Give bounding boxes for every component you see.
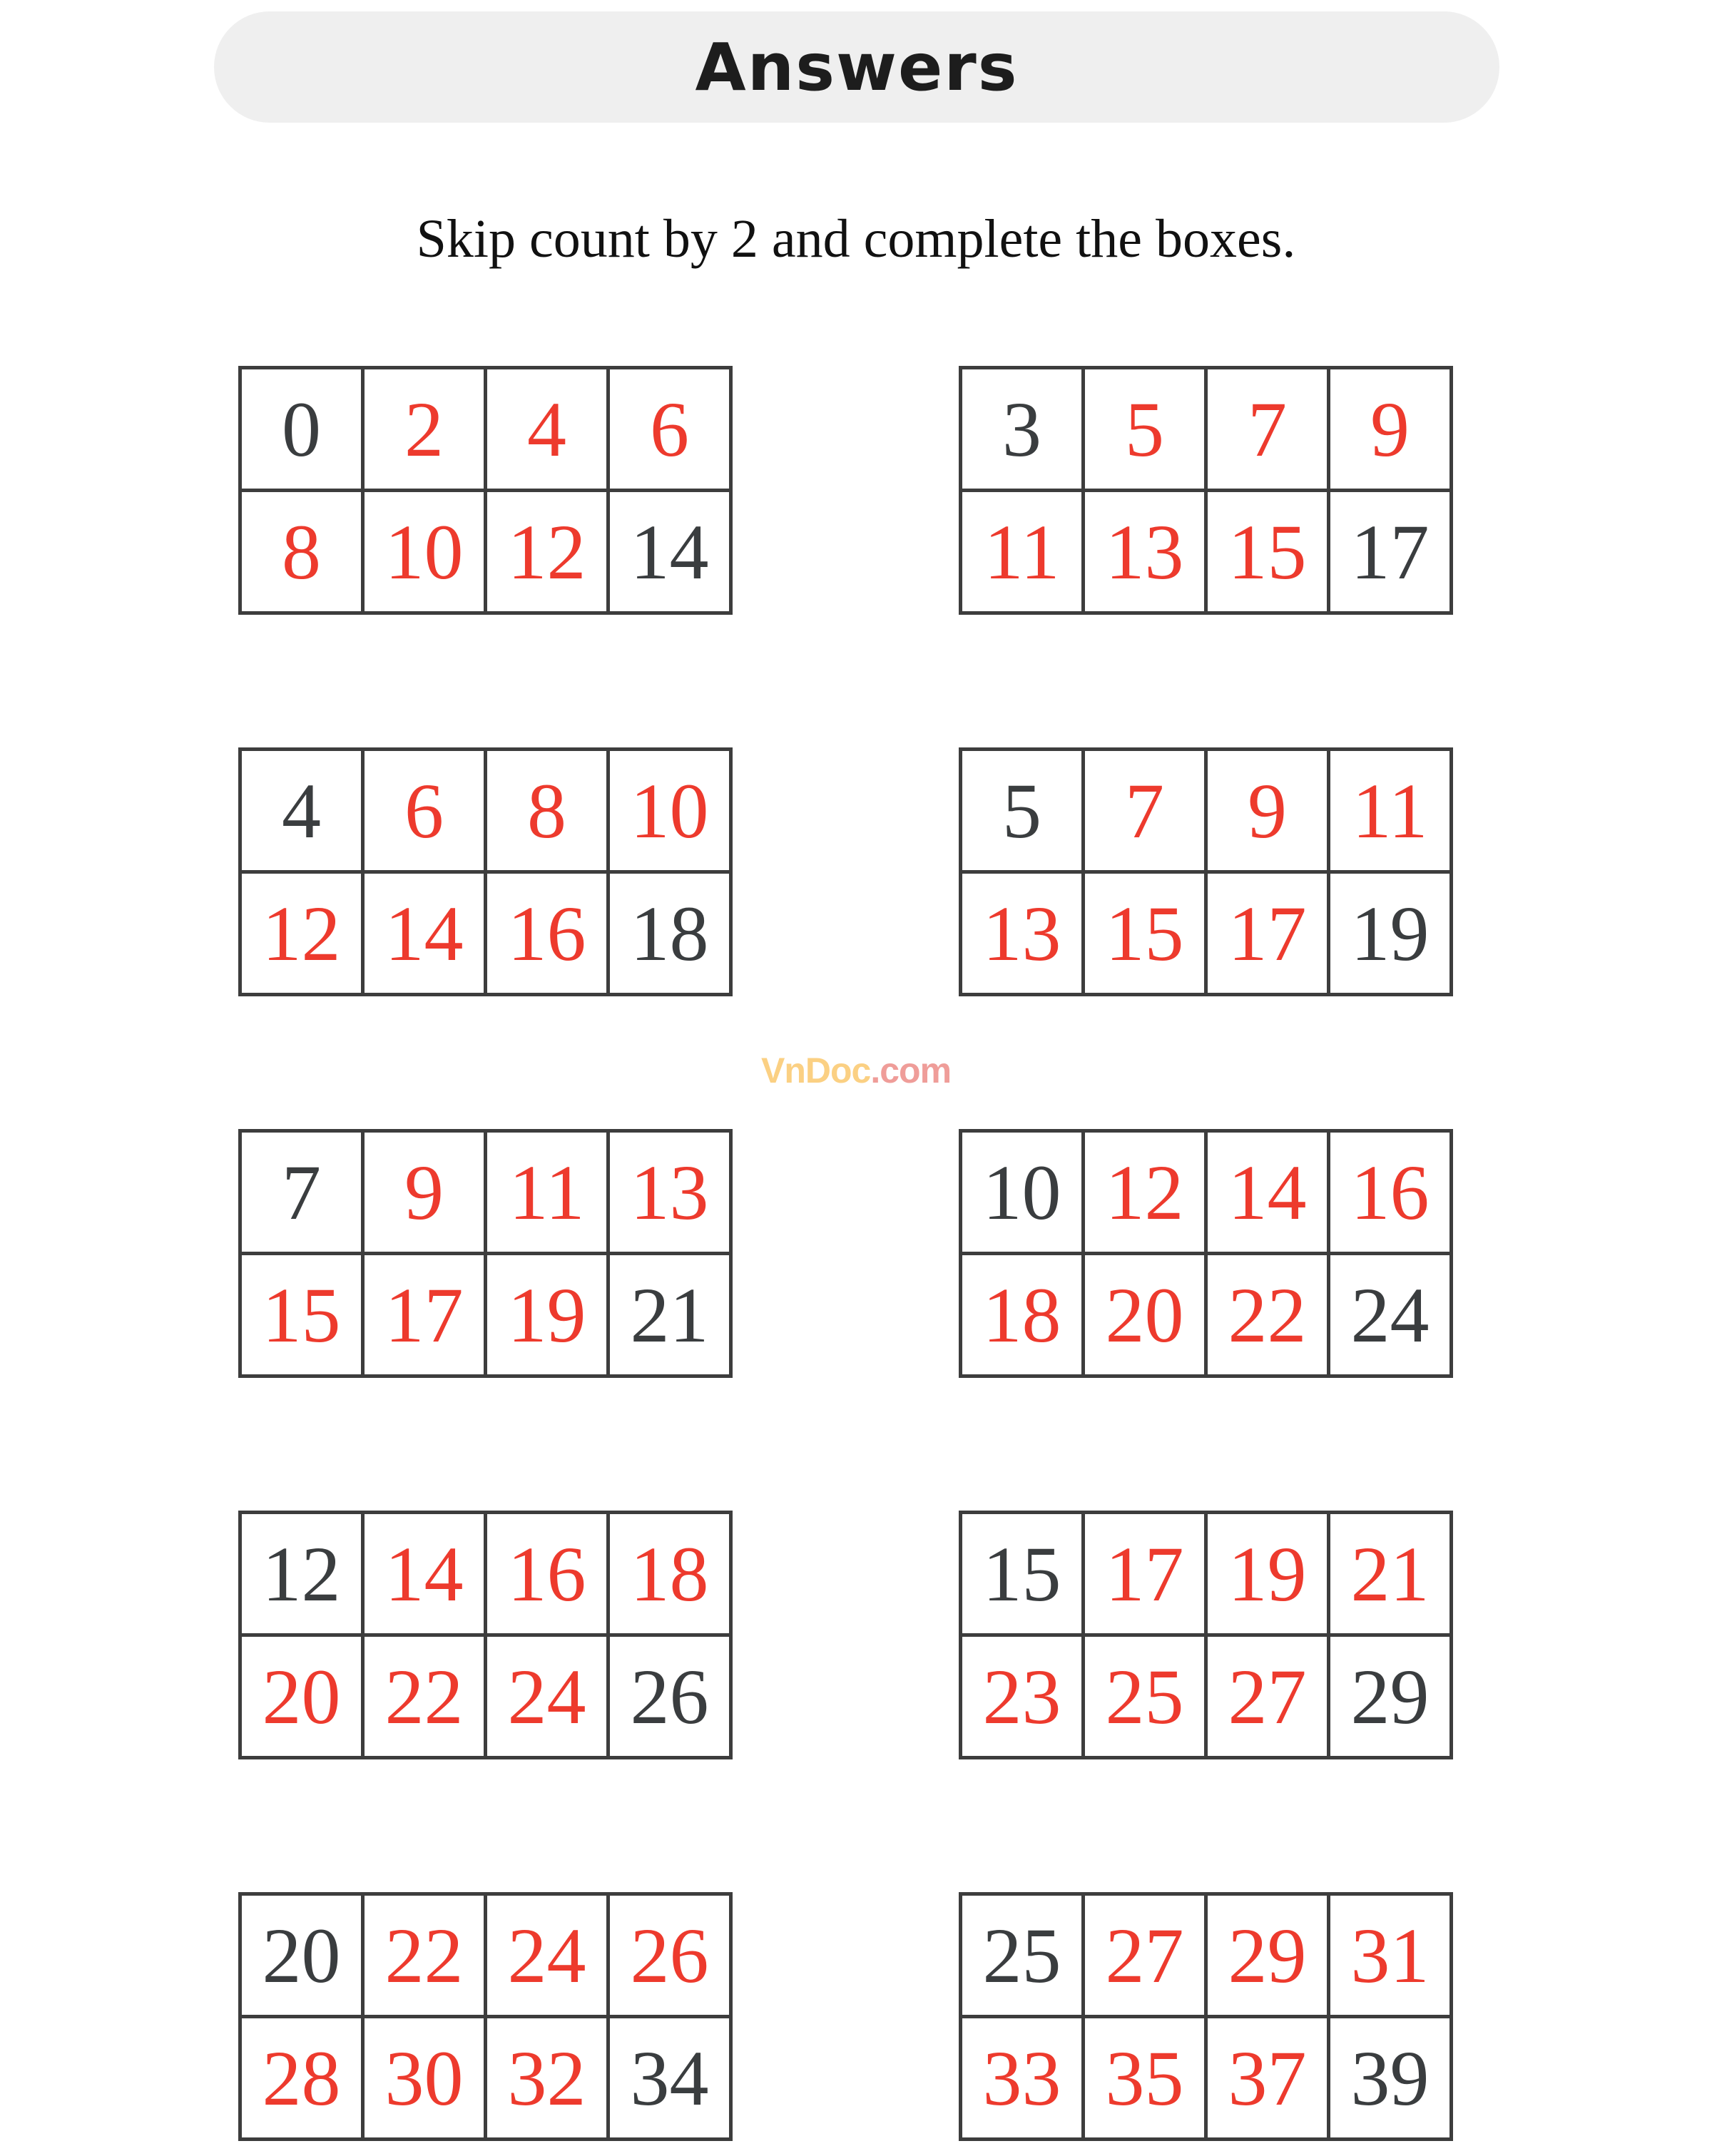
grid-cell: 22 — [1206, 1254, 1329, 1376]
grid-cell: 14 — [363, 872, 486, 995]
grid-cell: 11 — [1329, 750, 1452, 872]
grid-cell: 15 — [961, 1513, 1084, 1635]
skip-count-grid — [238, 366, 733, 615]
grid-cell: 30 — [363, 2017, 486, 2140]
grid-cell: 27 — [1206, 1635, 1329, 1758]
grid-cell: 7 — [1084, 750, 1206, 872]
grid-cell: 35 — [1084, 2017, 1206, 2140]
grid-cell: 11 — [961, 491, 1084, 613]
instruction-text: Skip count by 2 and complete the boxes. — [416, 209, 1296, 269]
grid-cell: 4 — [486, 368, 608, 491]
grid-cell: 12 — [240, 1513, 363, 1635]
grid-cell: 9 — [363, 1131, 486, 1254]
grid-cell: 21 — [608, 1254, 731, 1376]
grid-cell: 18 — [608, 1513, 731, 1635]
grid-cell: 2 — [363, 368, 486, 491]
skip-count-grid — [959, 1511, 1453, 1759]
page-title: Answers — [695, 29, 1019, 106]
watermark-suffix: .com — [870, 1051, 952, 1090]
grid-cell: 15 — [1084, 872, 1206, 995]
grid-cell: 19 — [1206, 1513, 1329, 1635]
grid-cell: 25 — [1084, 1635, 1206, 1758]
skip-count-grid — [959, 747, 1453, 996]
grid-cell: 8 — [486, 750, 608, 872]
grid-cell: 15 — [1206, 491, 1329, 613]
grid-cell: 10 — [961, 1131, 1084, 1254]
skip-count-grid — [959, 366, 1453, 615]
grid-cell: 14 — [608, 491, 731, 613]
grid-cell: 21 — [1329, 1513, 1452, 1635]
grid-cell: 5 — [1084, 368, 1206, 491]
grid-cell: 39 — [1329, 2017, 1452, 2140]
grid-cell: 10 — [363, 491, 486, 613]
skip-count-grid — [959, 1892, 1453, 2141]
grid-cell: 10 — [608, 750, 731, 872]
grid-cell: 11 — [486, 1131, 608, 1254]
grid-cell: 12 — [486, 491, 608, 613]
grid-cell: 34 — [608, 2017, 731, 2140]
grid-cell: 16 — [486, 872, 608, 995]
watermark-brand: VnDoc — [760, 1051, 871, 1090]
grid-cell: 19 — [1329, 872, 1452, 995]
skip-count-grid — [238, 747, 733, 996]
grid-cell: 22 — [363, 1635, 486, 1758]
grid-cell: 14 — [1206, 1131, 1329, 1254]
skip-count-grid — [238, 1892, 733, 2141]
grid-cell: 7 — [1206, 368, 1329, 491]
grid-cell: 13 — [1084, 491, 1206, 613]
skip-count-grid — [238, 1511, 733, 1759]
grid-cell: 26 — [608, 1635, 731, 1758]
grid-cell: 4 — [240, 750, 363, 872]
grid-cell: 37 — [1206, 2017, 1329, 2140]
grid-cell: 16 — [486, 1513, 608, 1635]
grid-cell: 28 — [240, 2017, 363, 2140]
grid-cell: 15 — [240, 1254, 363, 1376]
grid-cell: 13 — [961, 872, 1084, 995]
grid-cell: 20 — [240, 1894, 363, 2017]
grid-cell: 20 — [1084, 1254, 1206, 1376]
grid-cell: 7 — [240, 1131, 363, 1254]
grid-cell: 0 — [240, 368, 363, 491]
grid-cell: 24 — [1329, 1254, 1452, 1376]
grid-cell: 12 — [1084, 1131, 1206, 1254]
grid-cell: 25 — [961, 1894, 1084, 2017]
grid-cell: 12 — [240, 872, 363, 995]
grid-cell: 33 — [961, 2017, 1084, 2140]
grid-cell: 18 — [608, 872, 731, 995]
grid-cell: 14 — [363, 1513, 486, 1635]
skip-count-grid — [959, 1129, 1453, 1378]
grid-cell: 16 — [1329, 1131, 1452, 1254]
grid-cell: 24 — [486, 1635, 608, 1758]
grid-cell: 9 — [1329, 368, 1452, 491]
grid-cell: 17 — [1329, 491, 1452, 613]
grid-cell: 3 — [961, 368, 1084, 491]
grid-cell: 24 — [486, 1894, 608, 2017]
grid-cell: 32 — [486, 2017, 608, 2140]
watermark — [0, 1050, 1712, 1091]
grid-cell: 17 — [363, 1254, 486, 1376]
grid-cell: 29 — [1206, 1894, 1329, 2017]
grid-cell: 17 — [1206, 872, 1329, 995]
grid-cell: 29 — [1329, 1635, 1452, 1758]
grid-cell: 13 — [608, 1131, 731, 1254]
grid-cell: 5 — [961, 750, 1084, 872]
grid-cell: 8 — [240, 491, 363, 613]
grid-cell: 18 — [961, 1254, 1084, 1376]
grid-cell: 9 — [1206, 750, 1329, 872]
grid-cell: 19 — [486, 1254, 608, 1376]
skip-count-grid — [238, 1129, 733, 1378]
grid-cell: 22 — [363, 1894, 486, 2017]
grid-cell: 6 — [608, 368, 731, 491]
grid-cell: 23 — [961, 1635, 1084, 1758]
grid-cell: 31 — [1329, 1894, 1452, 2017]
grid-cell: 26 — [608, 1894, 731, 2017]
grid-cell: 17 — [1084, 1513, 1206, 1635]
grid-cell: 20 — [240, 1635, 363, 1758]
grid-cell: 27 — [1084, 1894, 1206, 2017]
grid-cell: 6 — [363, 750, 486, 872]
